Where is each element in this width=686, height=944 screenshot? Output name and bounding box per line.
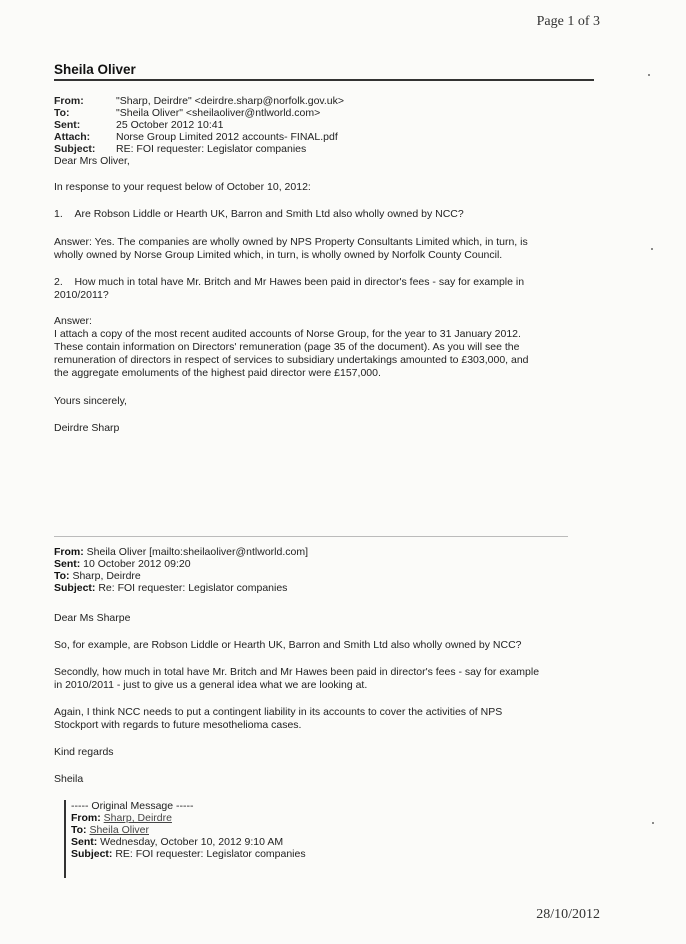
answer-label: Answer: bbox=[54, 315, 92, 327]
paragraph-line: Secondly, how much in total have Mr. Britch and Mr Hawes been paid in director's fees - say for example bbox=[54, 666, 540, 678]
sent-value: Wednesday, October 10, 2012 9:10 AM bbox=[100, 836, 284, 848]
to-label: To: bbox=[54, 107, 70, 119]
previous-email-header bbox=[54, 546, 564, 594]
question-1 bbox=[54, 208, 564, 221]
answer-line: These contain information on Directors' remuneration (page 35 of the document). As you will see the bbox=[54, 341, 520, 353]
from-label: From: bbox=[54, 546, 84, 558]
page-number: Page 1 of 3 bbox=[536, 14, 600, 29]
from-label: From: bbox=[71, 812, 101, 824]
signature: Deirdre Sharp bbox=[54, 422, 120, 434]
closing: Kind regards bbox=[54, 746, 114, 758]
question-2 bbox=[54, 276, 564, 302]
question-number: 1. bbox=[54, 208, 63, 220]
answer-2 bbox=[54, 315, 564, 380]
salutation: Dear Ms Sharpe bbox=[54, 612, 131, 624]
to-value: Sharp, Deirdre bbox=[72, 570, 141, 582]
scan-speck bbox=[652, 822, 654, 824]
sent-value: 10 October 2012 09:20 bbox=[83, 558, 191, 570]
answer-line: Answer: Yes. The companies are wholly owned by NPS Property Consultants Limited which, in turn, is bbox=[54, 236, 528, 248]
subject-label: Subject: bbox=[54, 582, 96, 594]
closing: Yours sincerely, bbox=[54, 395, 127, 407]
from-value: Sheila Oliver [mailto:sheilaoliver@ntlworld.com] bbox=[86, 546, 308, 558]
salutation: Dear Mrs Oliver, bbox=[54, 155, 130, 167]
answer-line: the aggregate emoluments of the highest paid director were £157,000. bbox=[54, 367, 381, 379]
previous-email-body bbox=[54, 612, 564, 786]
header-rule bbox=[54, 79, 594, 81]
subject-value: RE: FOI requester: Legislator companies bbox=[115, 848, 306, 860]
paragraph-line: Stockport with regards to future mesothelioma cases. bbox=[54, 719, 302, 731]
answer-line: I attach a copy of the most recent audited accounts of Norse Group, for the year to 31 January 2012. bbox=[54, 328, 521, 340]
paragraph-line: in 2010/2011 - just to give us a general idea what we are looking at. bbox=[54, 679, 368, 691]
original-message-quote bbox=[64, 800, 306, 878]
paragraph-line: Again, I think NCC needs to put a contingent liability in its accounts to cover the activities of NPS bbox=[54, 706, 503, 718]
sent-value: 25 October 2012 10:41 bbox=[116, 119, 224, 131]
sent-label: Sent: bbox=[54, 119, 81, 131]
question-line: 2010/2011? bbox=[54, 289, 109, 301]
subject-label: Subject: bbox=[71, 848, 113, 860]
message-divider bbox=[54, 536, 568, 537]
to-label: To: bbox=[54, 570, 70, 582]
answer-line: wholly owned by Norse Group Limited which, in turn, is wholly owned by Norfolk County Council. bbox=[54, 249, 503, 261]
attachment-name[interactable]: Norse Group Limited 2012 accounts- FINAL.pdf bbox=[116, 131, 338, 143]
answer-1 bbox=[54, 236, 564, 262]
from-value: "Sharp, Deirdre" <deirdre.sharp@norfolk.gov.uk> bbox=[116, 95, 345, 107]
scan-speck bbox=[651, 248, 653, 250]
to-label: To: bbox=[71, 824, 87, 836]
sent-label: Sent: bbox=[71, 836, 98, 848]
question-text: How much in total have Mr. Britch and Mr Hawes been paid in director's fees - say for example in bbox=[74, 276, 525, 288]
original-message-heading: ----- Original Message ----- bbox=[71, 800, 194, 812]
from-link[interactable]: Sharp, Deirdre bbox=[103, 812, 172, 824]
intro: In response to your request below of October 10, 2012: bbox=[54, 181, 311, 193]
print-date: 28/10/2012 bbox=[536, 907, 600, 922]
scan-speck bbox=[648, 74, 650, 76]
question-text: Are Robson Liddle or Hearth UK, Barron and Smith Ltd also wholly owned by NCC? bbox=[74, 208, 464, 220]
paragraph: So, for example, are Robson Liddle or Hearth UK, Barron and Smith Ltd also wholly owned by NCC? bbox=[54, 639, 522, 651]
question-line bbox=[54, 276, 564, 289]
answer-line: remuneration of directors in respect of services to subsidiary undertakings amounted to £303,000, and bbox=[54, 354, 529, 366]
to-value: "Sheila Oliver" <sheilaoliver@ntlworld.com> bbox=[116, 107, 321, 119]
signature: Sheila bbox=[54, 773, 84, 785]
from-label: From: bbox=[54, 95, 84, 107]
name-header bbox=[54, 62, 594, 81]
subject-value: RE: FOI requester: Legislator companies bbox=[116, 143, 307, 155]
sent-label: Sent: bbox=[54, 558, 81, 570]
email-body bbox=[54, 155, 564, 435]
question-number: 2. bbox=[54, 276, 63, 288]
subject-label: Subject: bbox=[54, 143, 96, 155]
paragraph bbox=[54, 666, 564, 692]
subject-value: Re: FOI requester: Legislator companies bbox=[98, 582, 288, 594]
attach-label: Attach: bbox=[54, 131, 91, 143]
email-header bbox=[54, 95, 344, 155]
sender-name: Sheila Oliver bbox=[54, 62, 136, 77]
paragraph bbox=[54, 706, 564, 732]
to-link[interactable]: Sheila Oliver bbox=[89, 824, 149, 836]
